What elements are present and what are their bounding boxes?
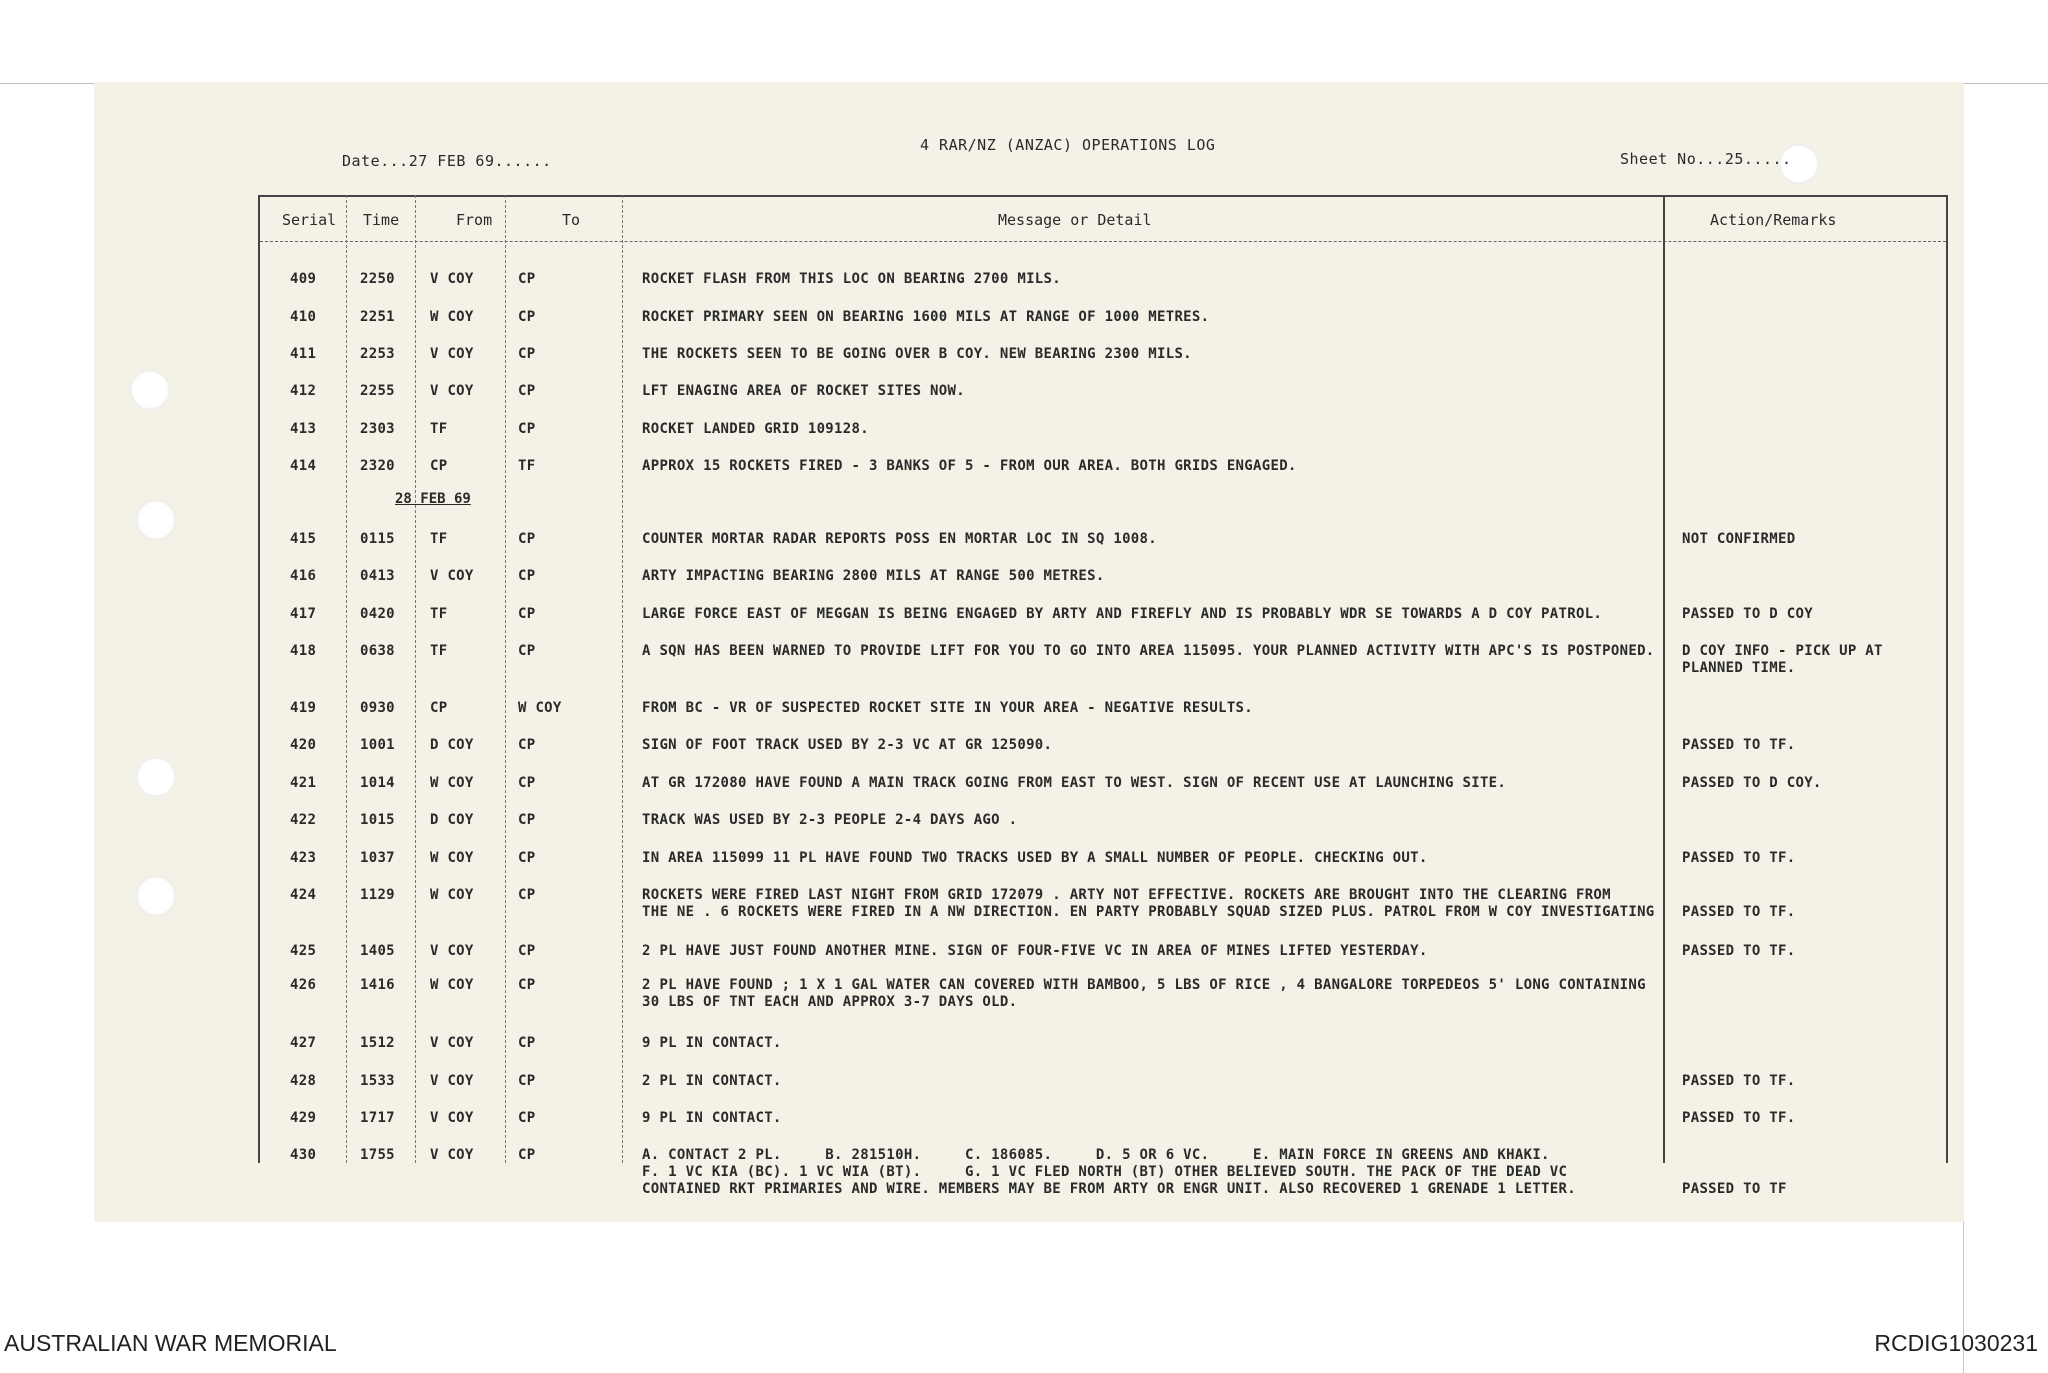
row-serial: 429 [290, 1110, 317, 1126]
operations-log-table [258, 195, 1948, 1197]
row-message: 2 PL HAVE JUST FOUND ANOTHER MINE. SIGN OF FOUR-FIVE VC IN AREA OF MINES LIFTED YESTERDAY. [642, 943, 1428, 959]
row-time: 2253 [360, 346, 395, 362]
row-time: 1416 [360, 977, 395, 993]
row-to: CP [518, 812, 536, 828]
row-action: PASSED TO TF. [1682, 1073, 1796, 1089]
row-to: CP [518, 421, 536, 437]
row-from: CP [430, 458, 448, 474]
row-action: PASSED TO TF. [1682, 737, 1796, 753]
row-time: 1129 [360, 887, 395, 903]
row-message: THE ROCKETS SEEN TO BE GOING OVER B COY. NEW BEARING 2300 MILS. [642, 346, 1192, 362]
row-from: V COY [430, 568, 474, 584]
row-time: 2250 [360, 271, 395, 287]
row-serial: 421 [290, 775, 317, 791]
row-time: 0413 [360, 568, 395, 584]
row-message: LFT ENAGING AREA OF ROCKET SITES NOW. [642, 383, 965, 399]
row-serial: 427 [290, 1035, 317, 1051]
row-serial: 419 [290, 700, 317, 716]
row-from: D COY [430, 812, 474, 828]
row-from: CP [430, 700, 448, 716]
row-to: CP [518, 1035, 536, 1051]
row-time: 1405 [360, 943, 395, 959]
row-time: 0115 [360, 531, 395, 547]
row-from: V COY [430, 1035, 474, 1051]
row-time: 1717 [360, 1110, 395, 1126]
log-title: 4 RAR/NZ (ANZAC) OPERATIONS LOG [920, 136, 1216, 154]
date-marker: 28 FEB 69 [395, 491, 471, 507]
row-serial: 414 [290, 458, 317, 474]
row-time: 1512 [360, 1035, 395, 1051]
row-action: PASSED TO TF [1682, 1181, 1787, 1197]
row-message: ROCKET LANDED GRID 109128. [642, 421, 869, 437]
row-from: W COY [430, 850, 474, 866]
row-action: PASSED TO TF. [1682, 1110, 1796, 1126]
archive-credit: AUSTRALIAN WAR MEMORIAL [4, 1330, 337, 1356]
row-serial: 412 [290, 383, 317, 399]
row-from: V COY [430, 271, 474, 287]
row-to: W COY [518, 700, 562, 716]
row-to: CP [518, 1110, 536, 1126]
row-to: CP [518, 977, 536, 993]
row-to: CP [518, 887, 536, 903]
row-to: CP [518, 606, 536, 622]
row-to: CP [518, 943, 536, 959]
row-time: 2251 [360, 309, 395, 325]
row-message: A. CONTACT 2 PL. B. 281510H. C. 186085. D. 5 OR 6 VC. E. MAIN FORCE IN GREENS AND KHAKI. F. 1 VC KIA (BC). 1 VC WIA (BT). G. 1 VC FLED NORTH (BT) OTHER BELIEVED SOUTH. THE PACK OF THE DEAD VC CONTAINED RKT PRIMARIES AND WIRE. MEMBERS MAY BE FROM ARTY OR ENGR UNIT. ALSO RECOVERED 1 GRENADE 1 LETTER. [642, 1147, 1576, 1197]
row-serial: 415 [290, 531, 317, 547]
row-from: D COY [430, 737, 474, 753]
column-header-time: Time [363, 211, 400, 229]
row-message: AT GR 172080 HAVE FOUND A MAIN TRACK GOING FROM EAST TO WEST. SIGN OF RECENT USE AT LAUNCHING SITE. [642, 775, 1507, 791]
row-to: CP [518, 383, 536, 399]
row-from: TF [430, 531, 448, 547]
row-to: CP [518, 531, 536, 547]
row-message: A SQN HAS BEEN WARNED TO PROVIDE LIFT FOR YOU TO GO INTO AREA 115095. YOUR PLANNED ACTIVITY WITH APC'S IS POSTPONED. [642, 643, 1655, 659]
row-message: ROCKET FLASH FROM THIS LOC ON BEARING 2700 MILS. [642, 271, 1061, 287]
row-from: TF [430, 606, 448, 622]
row-to: CP [518, 1073, 536, 1089]
punch-hole [136, 757, 176, 797]
row-time: 1014 [360, 775, 395, 791]
row-time: 0420 [360, 606, 395, 622]
row-action: PASSED TO TF. [1682, 943, 1796, 959]
row-message: APPROX 15 ROCKETS FIRED - 3 BANKS OF 5 - FROM OUR AREA. BOTH GRIDS ENGAGED. [642, 458, 1297, 474]
row-serial: 411 [290, 346, 317, 362]
row-time: 1533 [360, 1073, 395, 1089]
row-serial: 409 [290, 271, 317, 287]
column-header-serial: Serial [282, 211, 337, 229]
row-message: ROCKETS WERE FIRED LAST NIGHT FROM GRID 172079 . ARTY NOT EFFECTIVE. ROCKETS ARE BROUGHT INTO THE CLEARING FROM THE NE . 6 ROCKETS WERE FIRED IN A NW DIRECTION. EN PARTY PROBABLY SQUAD SIZED PLUS. PATROL FROM W COY INVESTIGATING [642, 887, 1655, 920]
row-from: V COY [430, 383, 474, 399]
row-time: 2320 [360, 458, 395, 474]
row-to: CP [518, 850, 536, 866]
row-serial: 428 [290, 1073, 317, 1089]
row-time: 2255 [360, 383, 395, 399]
row-from: TF [430, 643, 448, 659]
row-time: 1755 [360, 1147, 395, 1163]
row-to: CP [518, 271, 536, 287]
row-to: CP [518, 309, 536, 325]
row-serial: 423 [290, 850, 317, 866]
row-from: W COY [430, 977, 474, 993]
row-from: W COY [430, 887, 474, 903]
row-message: TRACK WAS USED BY 2-3 PEOPLE 2-4 DAYS AGO . [642, 812, 1018, 828]
row-time: 0930 [360, 700, 395, 716]
row-message: SIGN OF FOOT TRACK USED BY 2-3 VC AT GR 125090. [642, 737, 1053, 753]
row-message: IN AREA 115099 11 PL HAVE FOUND TWO TRACKS USED BY A SMALL NUMBER OF PEOPLE. CHECKING OUT. [642, 850, 1428, 866]
row-from: TF [430, 421, 448, 437]
row-message: 2 PL IN CONTACT. [642, 1073, 782, 1089]
column-header-to: To [562, 211, 581, 229]
sheet-number: Sheet No...25..... [1620, 150, 1792, 168]
row-serial: 413 [290, 421, 317, 437]
row-message: 9 PL IN CONTACT. [642, 1035, 782, 1051]
punch-hole [130, 370, 170, 410]
row-action: PASSED TO TF. [1682, 904, 1796, 920]
row-from: V COY [430, 346, 474, 362]
punch-hole [136, 876, 176, 916]
row-serial: 420 [290, 737, 317, 753]
log-date: Date...27 FEB 69...... [342, 152, 552, 170]
row-to: TF [518, 458, 536, 474]
column-header-from: From [456, 211, 493, 229]
row-serial: 430 [290, 1147, 317, 1163]
row-to: CP [518, 737, 536, 753]
row-message: 2 PL HAVE FOUND ; 1 X 1 GAL WATER CAN COVERED WITH BAMBOO, 5 LBS OF RICE , 4 BANGALORE TORPEDEOS 5' LONG CONTAINING 30 LBS OF TNT EACH AND APPROX 3-7 DAYS OLD. [642, 977, 1646, 1010]
row-serial: 410 [290, 309, 317, 325]
row-from: V COY [430, 1073, 474, 1089]
row-message: 9 PL IN CONTACT. [642, 1110, 782, 1126]
row-time: 2303 [360, 421, 395, 437]
row-to: CP [518, 775, 536, 791]
row-message: ROCKET PRIMARY SEEN ON BEARING 1600 MILS AT RANGE OF 1000 METRES. [642, 309, 1210, 325]
row-serial: 426 [290, 977, 317, 993]
row-from: W COY [430, 309, 474, 325]
row-serial: 424 [290, 887, 317, 903]
row-serial: 425 [290, 943, 317, 959]
row-serial: 416 [290, 568, 317, 584]
row-time: 1037 [360, 850, 395, 866]
row-from: V COY [430, 1147, 474, 1163]
row-to: CP [518, 568, 536, 584]
row-from: V COY [430, 943, 474, 959]
row-to: CP [518, 1147, 536, 1163]
row-time: 0638 [360, 643, 395, 659]
row-message: ARTY IMPACTING BEARING 2800 MILS AT RANGE 500 METRES. [642, 568, 1105, 584]
row-time: 1015 [360, 812, 395, 828]
row-serial: 418 [290, 643, 317, 659]
row-message: LARGE FORCE EAST OF MEGGAN IS BEING ENGAGED BY ARTY AND FIREFLY AND IS PROBABLY WDR SE TOWARDS A D COY PATROL. [642, 606, 1603, 622]
column-header-message: Message or Detail [998, 211, 1152, 229]
row-to: CP [518, 643, 536, 659]
row-serial: 422 [290, 812, 317, 828]
row-serial: 417 [290, 606, 317, 622]
archive-reference: RCDIG1030231 [1874, 1330, 2038, 1356]
row-action: PASSED TO D COY [1682, 606, 1813, 622]
row-message: COUNTER MORTAR RADAR REPORTS POSS EN MORTAR LOC IN SQ 1008. [642, 531, 1157, 547]
row-to: CP [518, 346, 536, 362]
row-action: PASSED TO TF. [1682, 850, 1796, 866]
row-from: V COY [430, 1110, 474, 1126]
row-from: W COY [430, 775, 474, 791]
column-header-action: Action/Remarks [1710, 211, 1837, 229]
row-message: FROM BC - VR OF SUSPECTED ROCKET SITE IN YOUR AREA - NEGATIVE RESULTS. [642, 700, 1254, 716]
row-action: NOT CONFIRMED [1682, 531, 1796, 547]
row-action: PASSED TO D COY. [1682, 775, 1822, 791]
row-time: 1001 [360, 737, 395, 753]
punch-hole [136, 500, 176, 540]
row-action: D COY INFO - PICK UP AT PLANNED TIME. [1682, 643, 1883, 676]
